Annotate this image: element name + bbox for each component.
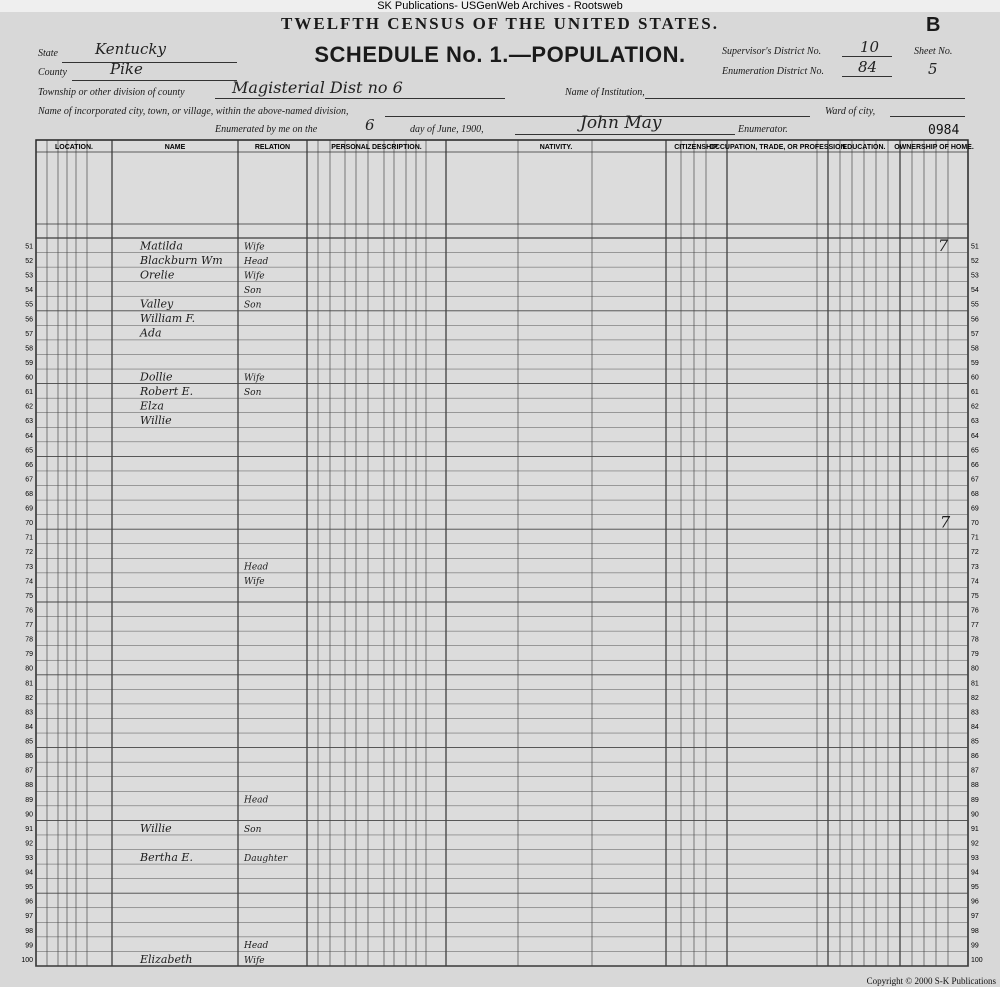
row-number: 61 (25, 389, 33, 397)
row-number-right: 96 (971, 898, 979, 906)
day-value: 6 (365, 116, 375, 134)
row-number-right: 60 (971, 374, 979, 382)
row-number: 94 (25, 869, 33, 877)
supervisor-label: Supervisor's District No. (722, 46, 822, 57)
row-number-right: 56 (971, 316, 979, 324)
row-number-right: 52 (971, 258, 979, 266)
row-number: 67 (25, 476, 33, 484)
row-number-right: 65 (971, 447, 979, 455)
row-number: 91 (25, 825, 33, 833)
row-number-right: 78 (971, 636, 979, 644)
row-number-right: 92 (971, 840, 979, 848)
row-number: 74 (25, 578, 33, 586)
row-number-right: 73 (971, 563, 979, 571)
row-number: 52 (25, 258, 33, 266)
row-number-right: 87 (971, 767, 979, 775)
column-group-heading: EDUCATION. (842, 144, 886, 151)
row-number-right: 58 (971, 345, 979, 353)
row-number-right: 95 (971, 884, 979, 892)
row-number: 58 (25, 345, 33, 353)
ward-label: Ward of city, (825, 106, 876, 117)
row-number: 66 (25, 461, 33, 469)
name-cell: Dollie (140, 370, 173, 384)
row-number: 72 (25, 549, 33, 557)
sheet-label: Sheet No. (914, 46, 953, 57)
name-cell: Matilda (140, 239, 183, 253)
column-group-heading: NAME (164, 144, 186, 151)
relation-cell: Wife (244, 955, 265, 966)
row-number-right: 84 (971, 723, 979, 731)
sheet-letter: B (926, 14, 941, 36)
row-number-right: 67 (971, 476, 979, 484)
row-number: 93 (25, 855, 33, 863)
column-group-heading: PERSONAL DESCRIPTION. (331, 144, 422, 151)
row-number: 56 (25, 316, 33, 324)
relation-cell: Head (244, 256, 269, 267)
state-value: Kentucky (95, 40, 166, 58)
row-number-right: 86 (971, 753, 979, 761)
row-number: 78 (25, 636, 33, 644)
row-number: 55 (25, 301, 33, 309)
row-number-right: 85 (971, 738, 979, 746)
row-number: 59 (25, 359, 33, 367)
row-number: 92 (25, 840, 33, 848)
row-number: 88 (25, 782, 33, 790)
row-number-right: 72 (971, 549, 979, 557)
row-number: 98 (25, 927, 33, 935)
row-number: 53 (25, 272, 33, 280)
row-number: 63 (25, 418, 33, 426)
row-number: 96 (25, 898, 33, 906)
name-cell: Elizabeth (140, 952, 193, 966)
row-number: 90 (25, 811, 33, 819)
archive-banner: SK Publications- USGenWeb Archives - Rootsweb (0, 0, 1000, 12)
row-number: 84 (25, 723, 33, 731)
row-number-right: 91 (971, 825, 979, 833)
row-number: 89 (25, 796, 33, 804)
enumerator-value: John May (580, 113, 662, 133)
day-label: day of June, 1900, (410, 124, 484, 135)
row-number-right: 94 (971, 869, 979, 877)
relation-cell: Wife (244, 577, 265, 588)
row-number-right: 81 (971, 680, 979, 688)
row-number-right: 83 (971, 709, 979, 717)
row-number: 57 (25, 330, 33, 338)
row-number: 54 (25, 287, 33, 295)
row-number: 95 (25, 884, 33, 892)
row-number: 85 (25, 738, 33, 746)
name-cell: Bertha E. (140, 850, 193, 864)
row-number-right: 70 (971, 520, 979, 528)
row-number: 86 (25, 753, 33, 761)
relation-cell: Son (244, 286, 262, 297)
row-number-right: 77 (971, 622, 979, 630)
row-number-right: 66 (971, 461, 979, 469)
name-cell: Willie (140, 414, 172, 428)
row-number-right: 82 (971, 694, 979, 702)
column-group-heading: OCCUPATION, TRADE, OR PROFESSION (709, 144, 846, 151)
row-number: 83 (25, 709, 33, 717)
row-number: 77 (25, 622, 33, 630)
row-number: 79 (25, 651, 33, 659)
relation-cell: Wife (244, 271, 265, 282)
institution-label: Name of Institution, (565, 87, 645, 98)
side-mark: 7 (938, 236, 949, 256)
row-number-right: 99 (971, 942, 979, 950)
row-number-right: 90 (971, 811, 979, 819)
name-cell: Valley (140, 297, 174, 311)
name-cell: Robert E. (140, 384, 194, 398)
row-number-right: 54 (971, 287, 979, 295)
row-number-right: 89 (971, 796, 979, 804)
row-number: 51 (25, 243, 33, 251)
enum-district-value: 84 (858, 58, 878, 76)
row-number: 60 (25, 374, 33, 382)
row-number-right: 69 (971, 505, 979, 513)
relation-cell: Daughter (244, 853, 288, 864)
row-number-right: 51 (971, 243, 979, 251)
relation-cell: Head (244, 941, 269, 952)
supervisor-value: 10 (860, 38, 880, 56)
column-group-heading: NATIVITY. (539, 144, 573, 151)
township-value: Magisterial Dist no 6 (232, 78, 403, 97)
relation-cell: Son (244, 387, 262, 398)
column-group-heading: CITIZENSHIP. (674, 144, 719, 151)
city-label: Name of incorporated city, town, or village, within the above-named division, (38, 106, 349, 117)
row-number: 68 (25, 491, 33, 499)
row-number-right: 57 (971, 330, 979, 338)
sheet-value: 5 (928, 60, 938, 78)
relation-cell: Wife (244, 373, 265, 384)
row-number-right: 68 (971, 491, 979, 499)
row-number-right: 64 (971, 432, 979, 440)
row-number: 71 (25, 534, 33, 542)
row-number: 69 (25, 505, 33, 513)
row-number: 73 (25, 563, 33, 571)
row-number-right: 71 (971, 534, 979, 542)
row-number-right: 53 (971, 272, 979, 280)
state-label: State (38, 48, 58, 59)
column-group-heading: RELATION (254, 144, 291, 151)
row-number: 64 (25, 432, 33, 440)
row-number: 76 (25, 607, 33, 615)
row-number-right: 59 (971, 359, 979, 367)
name-cell: Ada (140, 326, 162, 340)
township-label: Township or other division of county (38, 87, 185, 98)
row-number: 80 (25, 665, 33, 673)
row-number-right: 75 (971, 592, 979, 600)
row-number-right: 100 (971, 956, 983, 964)
name-cell: William F. (140, 312, 196, 326)
row-number: 99 (25, 942, 33, 950)
row-number: 70 (25, 520, 33, 528)
copyright-notice: Copyright © 2000 S-K Publications (866, 976, 996, 986)
county-value: Pike (110, 60, 143, 78)
column-group-heading: OWNERSHIP OF HOME. (894, 144, 974, 151)
enumerated-label: Enumerated by me on the (215, 124, 318, 135)
row-number-right: 79 (971, 651, 979, 659)
row-number-right: 80 (971, 665, 979, 673)
row-number-right: 76 (971, 607, 979, 615)
row-number: 97 (25, 913, 33, 921)
row-number-right: 63 (971, 418, 979, 426)
row-number-right: 97 (971, 913, 979, 921)
row-number-right: 61 (971, 389, 979, 397)
row-number-right: 98 (971, 927, 979, 935)
row-number: 87 (25, 767, 33, 775)
row-number: 75 (25, 592, 33, 600)
name-cell: Elza (140, 399, 164, 413)
enum-district-label: Enumeration District No. (722, 66, 824, 77)
column-group-heading: LOCATION. (55, 144, 93, 151)
relation-cell: Son (244, 300, 262, 311)
row-number: 65 (25, 447, 33, 455)
row-number: 81 (25, 680, 33, 688)
row-number-right: 88 (971, 782, 979, 790)
county-label: County (38, 67, 67, 78)
relation-cell: Son (244, 824, 262, 835)
enumerator-label: Enumerator. (738, 124, 788, 135)
row-number-right: 62 (971, 403, 979, 411)
row-number-right: 55 (971, 301, 979, 309)
relation-cell: Head (244, 562, 269, 573)
relation-cell: Head (244, 795, 269, 806)
page-stamp: 0984 (928, 123, 960, 138)
schedule-title: SCHEDULE No. 1.—POPULATION. (314, 42, 686, 67)
census-title: TWELFTH CENSUS OF THE UNITED STATES. (281, 14, 719, 33)
name-cell: Willie (140, 821, 172, 835)
side-mark: 7 (940, 512, 951, 532)
name-cell: Blackburn Wm (140, 253, 223, 267)
row-number: 62 (25, 403, 33, 411)
row-number: 100 (21, 956, 33, 964)
row-number: 82 (25, 694, 33, 702)
relation-cell: Wife (244, 242, 265, 253)
row-number-right: 93 (971, 855, 979, 863)
row-number-right: 74 (971, 578, 979, 586)
name-cell: Orelie (140, 268, 175, 282)
